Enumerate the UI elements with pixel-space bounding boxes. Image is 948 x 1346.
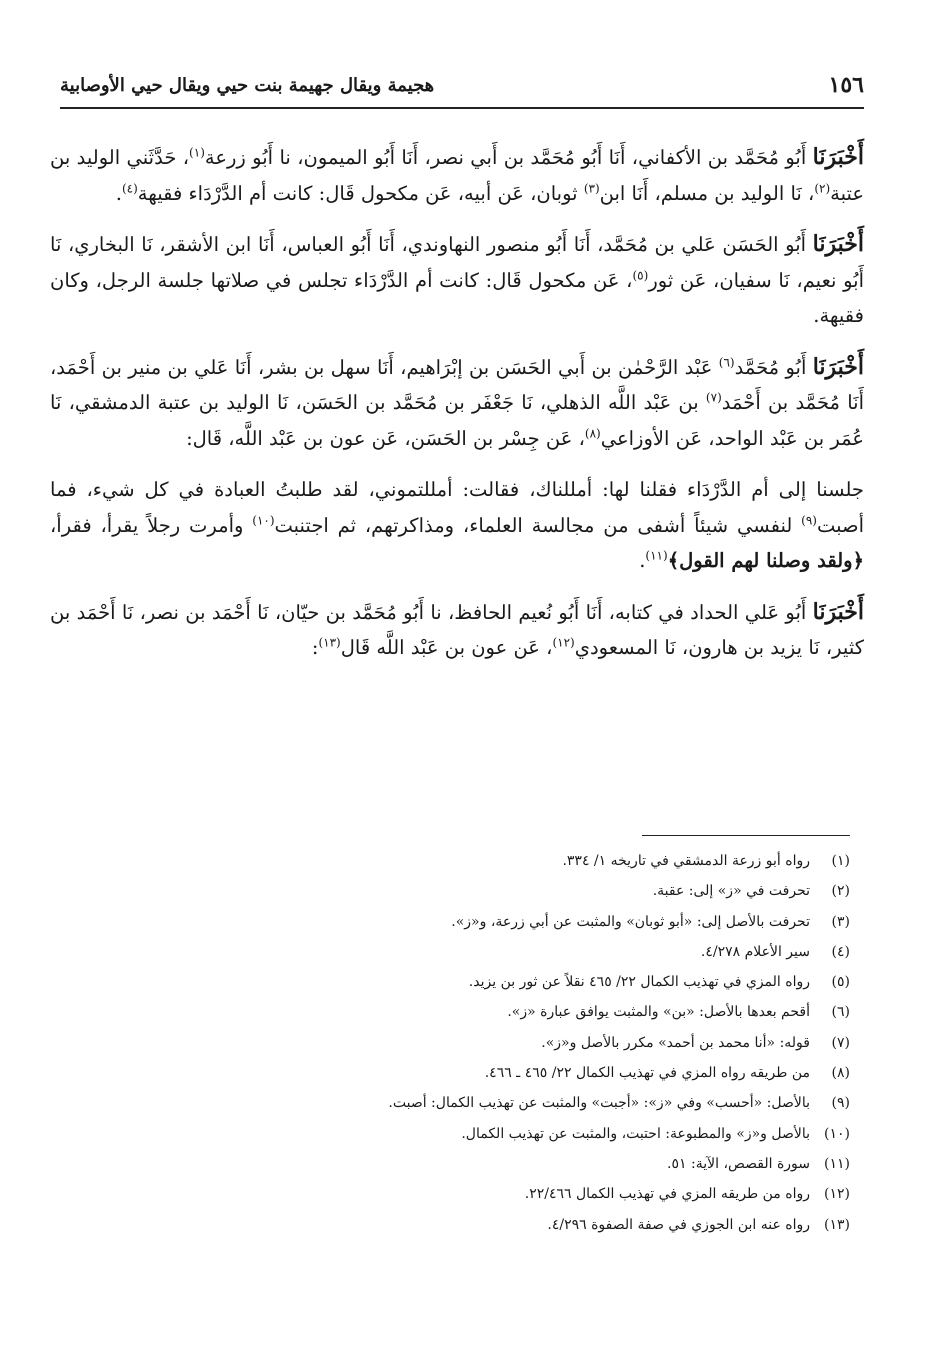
footnote-text: تحرفت بالأصل إلى: «أبو ثوبان» والمثبت عن أبي زرعة، و«ز». [451,913,810,930]
text-run: أَبُو مُحَمَّد [734,355,813,379]
footnote-text: سورة القصص، الآية: ٥١. [667,1155,810,1172]
text-run: جلسنا إلى أم الدَّرْدَاء فقلنا لها: أمللناك، فقالت: أمللتموني، لقد طلبتُ العبادة في كل شيء، فما أصبت [50,478,864,537]
footnote-text: سير الأعلام ٤/٢٧٨. [700,943,810,960]
footnote-number: (١٠) [824,1125,850,1142]
footnote-ref[interactable]: (٣) [583,181,600,195]
footnote-number: (٧) [831,1034,850,1051]
footnote-item [120,876,850,906]
footnote-ref[interactable]: (٨) [584,426,601,440]
footnote-ref[interactable]: (٢) [814,181,831,195]
footnote-item [120,937,850,967]
text-run: ، حَدَّثَني الوليد بن عتبة [50,146,864,205]
footnote-number: (٣) [831,913,850,930]
footnote-item [120,846,850,876]
text-run: : [311,636,319,659]
text-run: ثوبان، عَن أبيه، عَن مكحول قَال: كانت أم الدَّرْدَاء فقيهة [137,181,584,205]
footnote-number: (١) [831,853,850,869]
footnote-number: (٨) [831,1065,850,1082]
text-run: . [639,549,646,572]
footnote-number: (١١) [824,1155,850,1172]
paragraph-5 [50,595,864,666]
footnote-text: بالأصل: «أحسب» وفي «ز»: «أجبت» والمثبت عن تهذيب الكمال: أصبت. [388,1095,810,1112]
footnote-item [120,967,850,997]
footnote-text: رواه عنه ابن الجوزي في صفة الصفوة ٤/٢٩٦. [547,1216,810,1233]
footnote-number: (٢) [831,883,850,900]
header-divider [60,107,864,109]
footnote-item [120,1119,850,1149]
footnote-item [120,1088,850,1118]
footnote-number: (٩) [831,1095,850,1112]
text-run: أَبُو عَلي الحداد في كتابه، أَنَا أَبُو نُعيم الحافظ، نا أَبُو مُحَمَّد بن حيّان، نَا أَحْمَد بن نصر، نَا أَحْمَد بن كثير، نَا يزيد بن هارون، نَا المسعودي [50,600,864,659]
footnote-item [120,1149,850,1179]
footnote-ref[interactable]: (٩) [801,513,817,527]
quran-quote: ﴿ولقد وصلنا لهم القول﴾ [667,549,864,572]
footnote-item [120,1179,850,1209]
footnote-ref[interactable]: (١٠) [252,513,275,527]
paragraph-lead: أَخْبَرَنَا [812,144,864,170]
footnotes-list [120,846,850,1240]
footnote-number: (١٣) [824,1216,850,1233]
paragraph-2 [50,227,864,334]
footnote-text: رواه أبو زرعة الدمشقي في تاريخه ١/ ٣٣٤. [562,853,810,869]
text-run: . [115,181,122,205]
footnote-item [120,1210,850,1240]
text-run: ، عَن عون بن عَبْد اللَّه قَال [340,636,553,659]
text-run: ، عَن مكحول قَال: كانت أم الدَّرْدَاء تجلس في صلاتها جلسة الرجل، وكان فقيهة. [50,268,864,327]
footnote-number: (٤) [831,943,850,960]
footnote-item [120,907,850,937]
text-run: عَبْد الرَّحْمٰن بن أَبي الحَسَن بن إبْرَاهيم، أَنَا سهل بن بشر، أَنَا عَلي بن منير بن أَحْمَد، أَنَا مُحَمَّد بن أَحْمَد [50,355,864,414]
footnote-text: رواه المزي في تهذيب الكمال ٢٢/ ٤٦٥ نقلاً عن ثور بن يزيد. [468,974,810,991]
main-text [50,140,864,682]
text-run: أَبُو مُحَمَّد بن الأكفاني، أَنَا أَبُو مُحَمَّد بن أَبي نصر، أَنَا أَبُو الميمون، نا أَبُو زرعة [204,146,813,169]
paragraph-lead: أَخْبَرَنَا [812,353,865,380]
footnote-ref[interactable]: (١٢) [552,635,575,650]
text-run: ، نَا الوليد بن مسلم، أَنَا ابن [599,181,815,205]
page-header [60,70,864,100]
footnote-ref[interactable]: (٧) [705,390,722,405]
footnote-ref[interactable]: (١٣) [318,635,341,650]
paragraph-4 [50,472,864,579]
footnote-ref[interactable]: (١) [189,145,205,160]
running-title: هجيمة ويقال جهيمة بنت حيي ويقال حيي الأوصابية [60,74,435,96]
footnote-item [120,997,850,1027]
page-number: ١٥٦ [828,72,864,98]
footnote-ref[interactable]: (٥) [632,268,649,282]
footnote-divider [642,835,850,836]
paragraph-3 [50,350,864,457]
footnote-number: (١٢) [824,1186,850,1203]
footnote-item [120,1058,850,1088]
footnote-text: رواه من طريقه المزي في تهذيب الكمال ٢٢/٤٦٦. [524,1186,810,1203]
paragraph-1 [50,140,864,211]
footnote-number: (٦) [831,1004,850,1021]
paragraph-lead: أَخْبَرَنَا [812,598,864,625]
footnote-text: أقحم بعدها بالأصل: «بن» والمثبت يوافق عبارة «ز». [507,1004,810,1021]
footnote-text: قوله: «أنا محمد بن أحمد» مكرر بالأصل و«ز». [541,1034,810,1051]
footnote-number: (٥) [831,974,850,991]
footnote-ref[interactable]: (٦) [718,355,735,369]
text-run: ، عَن جِسْر بن الحَسَن، عَن عون بن عَبْد اللَّه، قَال: [186,426,585,450]
footnote-text: تحرفت في «ز» إلى: عقبة. [652,883,810,900]
text-run: لنفسي شيئاً أشفى من مجالسة العلماء، ومذاكرتهم، ثم اجتنبت [274,513,802,537]
footnote-ref[interactable]: (١١) [645,548,668,563]
footnote-item [120,1028,850,1058]
text-run: وأمرت رجلاً يقرأ، فقرأ، [50,513,253,537]
footnote-text: من طريقه رواه المزي في تهذيب الكمال ٢٢/ ٤٦٥ ـ ٤٦٦. [484,1065,810,1082]
text-run: بن عَبْد اللَّه الذهلي، نَا جَعْفَر بن مُحَمَّد بن الحَسَن، نَا الوليد بن عتبة الدمشقي، نَا عُمَر بن عَبْد الواحد، عَن الأوزاعي [50,391,864,450]
text-run: أَبُو الحَسَن عَلي بن مُحَمَّد، أَنَا أَبُو منصور النهاوندي، أَنَا أَبُو العباس، أَنَا ابن الأشقر، نَا البخاري، نَا أَبُو نعيم، نَا سفيان، عَن ثور [50,233,864,292]
footnote-text: بالأصل و«ز» والمطبوعة: احتبت، والمثبت عن تهذيب الكمال. [461,1125,810,1142]
paragraph-lead: أَخْبَرَنَا [812,231,864,257]
footnote-ref[interactable]: (٤) [121,181,138,195]
